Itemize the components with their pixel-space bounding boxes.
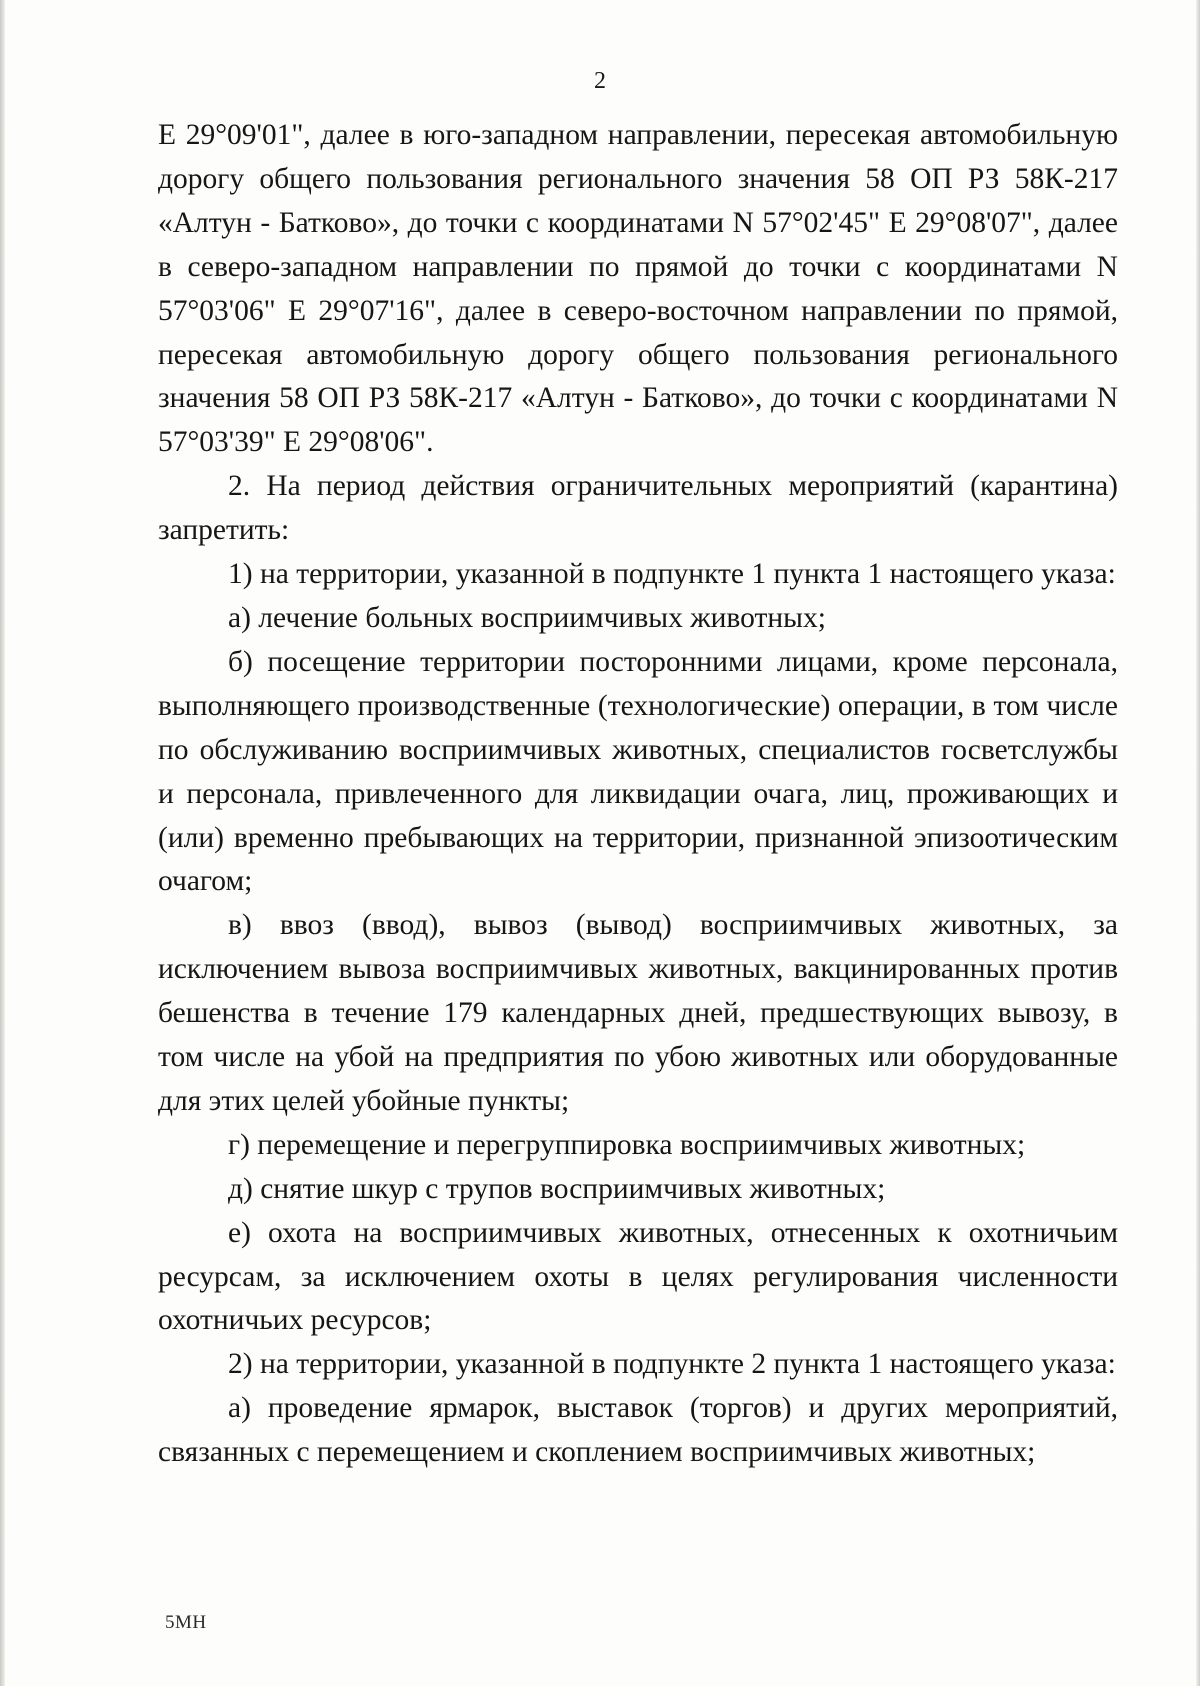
paragraph-subitem-1d: д) снятие шкур с трупов восприимчивых животных; xyxy=(228,1172,886,1205)
paragraph-subitem-2: 2) на территории, указанной в подпункте 2 пункта 1 настоящего указа: xyxy=(228,1348,1116,1381)
paragraph-subitem-1g: г) перемещение и перегруппировка восприимчивых животных; xyxy=(228,1128,1026,1161)
paragraph-subitem-2a: а) проведение ярмарок, выставок (торгов) и других мероприятий, связанных с перемещением и скоплением восприимчивых животных; xyxy=(158,1392,1118,1469)
document-body xyxy=(158,114,1118,1475)
paragraph-item-2: 2. На период действия ограничительных мероприятий (карантина) запретить: xyxy=(158,470,1118,547)
paragraph-coordinates-continued: E 29°09'01", далее в юго-западном направлении, пересекая автомобильную дорогу общего пользования регионального значения 58 ОП РЗ 58К-217 «Алтун - Батково», до точки с координатами N 57°02'45" E 29°08'07", далее в северо-западном направлении по прямой до точки с координатами N 57°03'06" E 29°07'16", далее в северо-восточном направлении по прямой, пересекая автомобильную дорогу общего пользования регионального значения 58 ОП РЗ 58К-217 «Алтун - Батково», до точки с координатами N 57°03'39" E 29°08'06". xyxy=(158,119,1118,459)
paragraph-subitem-1v: в) ввоз (ввод), вывоз (вывод) восприимчивых животных, за исключением вывоза восприимчивых животных, вакцинированных против бешенства в течение 179 календарных дней, предшествующих вывозу, в том числе на убой на предприятия по убою животных или оборудованные для этих целей убойные пункты; xyxy=(158,909,1118,1117)
paragraph-subitem-1e: е) охота на восприимчивых животных, отнесенных к охотничьим ресурсам, за исключением охоты в целях регулирования численности охотничьих ресурсов; xyxy=(158,1216,1118,1337)
scan-edge-right xyxy=(1196,0,1200,1686)
footer-document-code: 5МН xyxy=(165,1612,207,1633)
paragraph-subitem-1: 1) на территории, указанной в подпункте 1 пункта 1 настоящего указа: xyxy=(228,558,1116,591)
page-number: 2 xyxy=(594,68,606,94)
scan-edge-left xyxy=(0,0,5,1686)
paragraph-subitem-1a: а) лечение больных восприимчивых животных; xyxy=(228,601,826,634)
paragraph-subitem-1b: б) посещение территории посторонними лицами, кроме персонала, выполняющего производственные (технологические) операции, в том числе по обслуживанию восприимчивых животных, специалистов госветслужбы и персонала, привлеченного для ликвидации очага, лиц, проживающих и (или) временно пребывающих на территории, признанной эпизоотическим очагом; xyxy=(158,645,1118,898)
